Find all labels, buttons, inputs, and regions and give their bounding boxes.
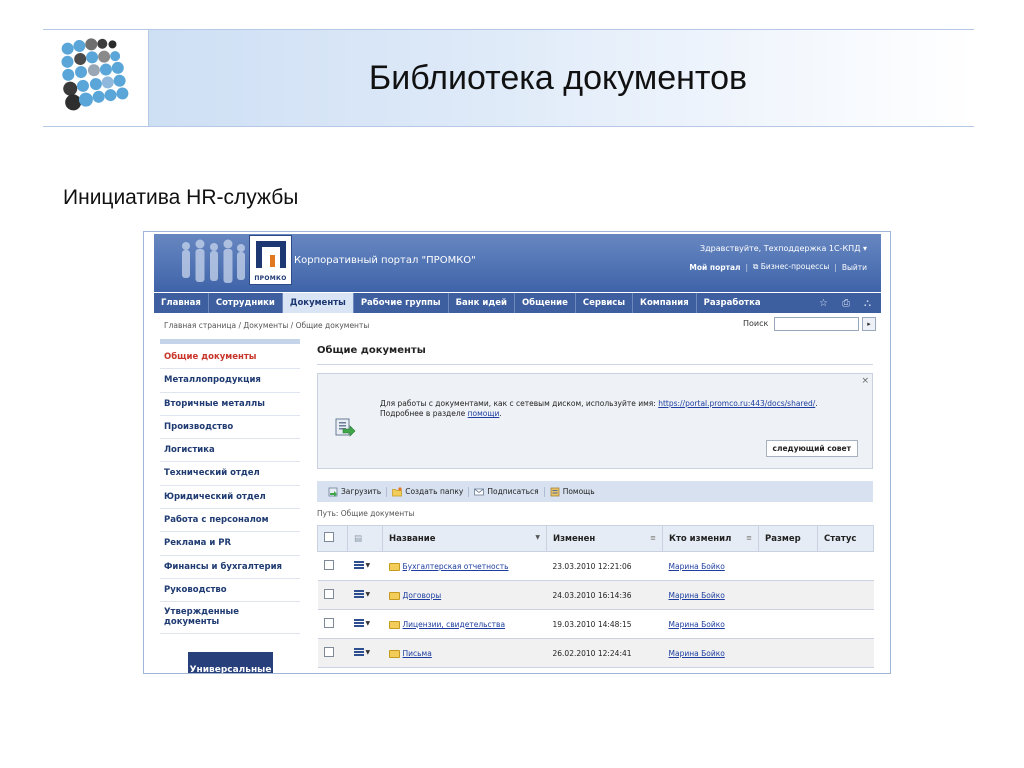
upload-button[interactable] — [323, 487, 387, 497]
left-item-finance[interactable]: Финансы и бухгалтерия — [160, 556, 300, 579]
row-checkbox[interactable] — [324, 647, 334, 657]
left-item-technical[interactable]: Технический отдел — [160, 462, 300, 485]
help-button[interactable] — [545, 487, 600, 497]
folder-icon — [389, 621, 400, 629]
author-link[interactable]: Марина Бойко — [668, 561, 725, 571]
nav-home[interactable]: Главная — [154, 293, 209, 313]
company-logo — [43, 30, 149, 126]
dot-grid-logo-icon — [43, 30, 149, 126]
table-header-row — [318, 526, 874, 552]
folder-icon — [389, 563, 400, 571]
filter-icon[interactable]: ≡ — [650, 533, 656, 542]
portal-screenshot — [143, 231, 891, 674]
row-menu-icon[interactable]: ▼ — [354, 648, 371, 656]
page-title: Общие документы — [317, 345, 426, 356]
filter-icon[interactable]: ≡ — [746, 533, 752, 542]
search-input[interactable] — [774, 317, 859, 331]
star-icon[interactable]: ☆ — [819, 297, 828, 309]
document-link[interactable]: Бухгалтерская отчетность — [402, 561, 509, 571]
nav-company[interactable]: Компания — [633, 293, 697, 313]
subscribe-button[interactable] — [469, 487, 544, 497]
create-folder-button[interactable] — [387, 487, 469, 497]
documents-table — [317, 525, 874, 668]
breadcrumb[interactable]: Главная страница / Документы / Общие документы — [164, 321, 370, 330]
column-header-status[interactable]: Статус — [818, 526, 874, 552]
row-size — [759, 610, 818, 639]
top-links — [689, 262, 867, 272]
row-modified: 24.03.2010 16:14:36 — [547, 581, 663, 610]
logout-link[interactable]: Выйти — [841, 262, 867, 272]
author-link[interactable]: Марина Бойко — [668, 619, 725, 629]
shared-docs-link[interactable]: https://portal.promco.ru:443/docs/shared/ — [658, 399, 816, 408]
left-item-hr[interactable]: Работа с персоналом — [160, 509, 300, 532]
left-menu-band — [160, 339, 300, 344]
column-header-name-label[interactable]: Название — [389, 533, 436, 544]
column-menu-header — [348, 526, 383, 552]
row-status — [818, 581, 874, 610]
row-name-cell — [383, 552, 547, 581]
folder-icon — [389, 650, 400, 658]
people-silhouettes-icon — [174, 238, 254, 288]
left-item-secondary-metals[interactable]: Вторичные металлы — [160, 393, 300, 416]
chevron-down-icon[interactable]: ▾ — [862, 244, 867, 253]
tip-text-end: . — [499, 409, 502, 418]
column-header-name[interactable] — [383, 526, 547, 552]
network-folder-icon — [334, 416, 356, 438]
promo-banner[interactable]: Универсальные — [188, 652, 273, 674]
row-menu-icon[interactable]: ▼ — [354, 590, 371, 598]
envelope-icon — [474, 487, 484, 497]
nav-icons — [819, 293, 881, 313]
row-size — [759, 639, 818, 668]
sitemap-icon[interactable]: ⛬ — [864, 297, 871, 309]
row-status — [818, 552, 874, 581]
column-header-modified[interactable] — [547, 526, 663, 552]
document-link[interactable]: Договоры — [402, 590, 442, 600]
table-row — [318, 639, 874, 668]
author-link[interactable]: Марина Бойко — [668, 648, 725, 658]
row-status — [818, 639, 874, 668]
search-go-button[interactable]: ▸ — [862, 317, 876, 331]
row-menu-cell[interactable] — [348, 552, 383, 581]
row-author-cell — [663, 581, 759, 610]
row-author-cell — [663, 552, 759, 581]
row-modified: 23.03.2010 12:21:06 — [547, 552, 663, 581]
next-tip-button[interactable]: следующий совет — [766, 440, 858, 457]
row-checkbox-cell[interactable] — [318, 581, 348, 610]
left-item-shared-documents[interactable]: Общие документы — [160, 346, 300, 369]
nav-employees[interactable]: Сотрудники — [209, 293, 283, 313]
table-row — [318, 552, 874, 581]
promko-mark-icon — [256, 241, 286, 268]
business-processes-link[interactable] — [753, 262, 829, 272]
nav-documents[interactable]: Документы — [283, 293, 354, 313]
row-checkbox-cell[interactable] — [318, 610, 348, 639]
select-all-cell[interactable] — [318, 526, 348, 552]
print-icon[interactable]: ⎙ — [842, 297, 850, 309]
left-item-metal-products[interactable]: Металлопродукция — [160, 369, 300, 392]
tip-panel — [317, 373, 873, 469]
row-modified: 19.03.2010 14:48:15 — [547, 610, 663, 639]
folder-icon — [389, 592, 400, 600]
row-menu-cell[interactable] — [348, 610, 383, 639]
create-folder-label[interactable]: Создать папку — [405, 487, 464, 496]
portal-logo[interactable] — [249, 235, 292, 285]
nav-communication[interactable]: Общение — [515, 293, 576, 313]
document-link[interactable]: Лицензии, свидетельства — [402, 619, 506, 629]
separator: | — [745, 262, 749, 272]
column-header-modified-label[interactable]: Изменен — [553, 533, 596, 544]
row-menu-cell[interactable] — [348, 581, 383, 610]
help-label[interactable]: Помощь — [562, 487, 595, 496]
tip-text-start: Для работы с документами, как с сетевым диском, используйте имя: — [380, 399, 659, 408]
row-modified: 26.02.2010 12:24:41 — [547, 639, 663, 668]
row-status — [818, 610, 874, 639]
my-portal-link[interactable]: Мой портал — [689, 262, 741, 272]
close-icon[interactable]: × — [861, 376, 869, 386]
select-all-checkbox[interactable] — [324, 532, 334, 542]
column-header-author-label[interactable]: Кто изменил — [669, 533, 732, 544]
search-label: Поиск — [743, 319, 769, 328]
left-item-production[interactable]: Производство — [160, 416, 300, 439]
row-checkbox-cell[interactable] — [318, 639, 348, 668]
row-name-cell — [383, 639, 547, 668]
row-menu-icon[interactable]: ▼ — [354, 561, 371, 569]
list-icon: ▤ — [354, 533, 363, 544]
column-header-size[interactable]: Размер — [759, 526, 818, 552]
row-author-cell — [663, 639, 759, 668]
row-name-cell — [383, 610, 547, 639]
help-book-icon — [550, 487, 560, 497]
row-checkbox[interactable] — [324, 560, 334, 570]
upload-icon — [328, 487, 338, 497]
left-item-logistics[interactable]: Логистика — [160, 439, 300, 462]
slide-title: Библиотека документов — [368, 59, 748, 97]
slide-header — [43, 29, 974, 127]
user-greeting-text[interactable]: Здравствуйте, Техподдержка 1С-КПД — [699, 244, 861, 253]
document-link[interactable]: Письма — [402, 648, 432, 658]
portal-name: Корпоративный портал "ПРОМКО" — [294, 255, 476, 266]
row-menu-cell[interactable] — [348, 639, 383, 668]
row-checkbox[interactable] — [324, 589, 334, 599]
author-link[interactable]: Марина Бойко — [668, 590, 725, 600]
nav-development[interactable]: Разработка — [703, 298, 761, 308]
business-processes-label[interactable]: Бизнес-процессы — [760, 262, 830, 271]
folder-path: Путь: Общие документы — [317, 509, 415, 518]
user-greeting[interactable] — [700, 244, 867, 253]
nav-workgroups[interactable]: Рабочие группы — [354, 293, 449, 313]
divider — [317, 364, 873, 365]
row-checkbox-cell[interactable] — [318, 552, 348, 581]
row-menu-icon[interactable]: ▼ — [354, 619, 371, 627]
row-checkbox[interactable] — [324, 618, 334, 628]
top-navigation — [154, 293, 881, 313]
nav-idea-bank[interactable]: Банк идей — [449, 293, 515, 313]
tip-text-middle: . Подробнее в разделе — [380, 399, 818, 418]
sort-down-icon[interactable]: ▼ — [535, 533, 540, 541]
left-item-management[interactable]: Руководство — [160, 579, 300, 602]
left-item-legal[interactable]: Юридический отдел — [160, 486, 300, 509]
slide-subtitle: Инициатива HR-службы — [63, 186, 299, 209]
tip-text — [380, 399, 820, 419]
documents-toolbar — [317, 481, 873, 502]
row-author-cell — [663, 610, 759, 639]
table-row — [318, 581, 874, 610]
portal-logo-text: ПРОМКО — [254, 275, 287, 282]
left-menu — [160, 339, 300, 634]
new-folder-icon — [392, 487, 402, 497]
process-icon: ⧉ — [753, 262, 759, 271]
row-size — [759, 552, 818, 581]
upload-label[interactable]: Загрузить — [341, 487, 382, 496]
help-link[interactable]: помощи — [467, 409, 500, 418]
left-item-pr[interactable]: Реклама и PR — [160, 532, 300, 555]
left-item-approved[interactable]: Утвержденные документы — [160, 602, 300, 634]
column-header-author[interactable] — [663, 526, 759, 552]
row-size — [759, 581, 818, 610]
row-name-cell — [383, 581, 547, 610]
nav-services[interactable]: Сервисы — [576, 293, 633, 313]
table-row — [318, 610, 874, 639]
separator: | — [834, 262, 837, 272]
portal-banner — [154, 234, 881, 292]
subscribe-label[interactable]: Подписаться — [487, 487, 539, 496]
